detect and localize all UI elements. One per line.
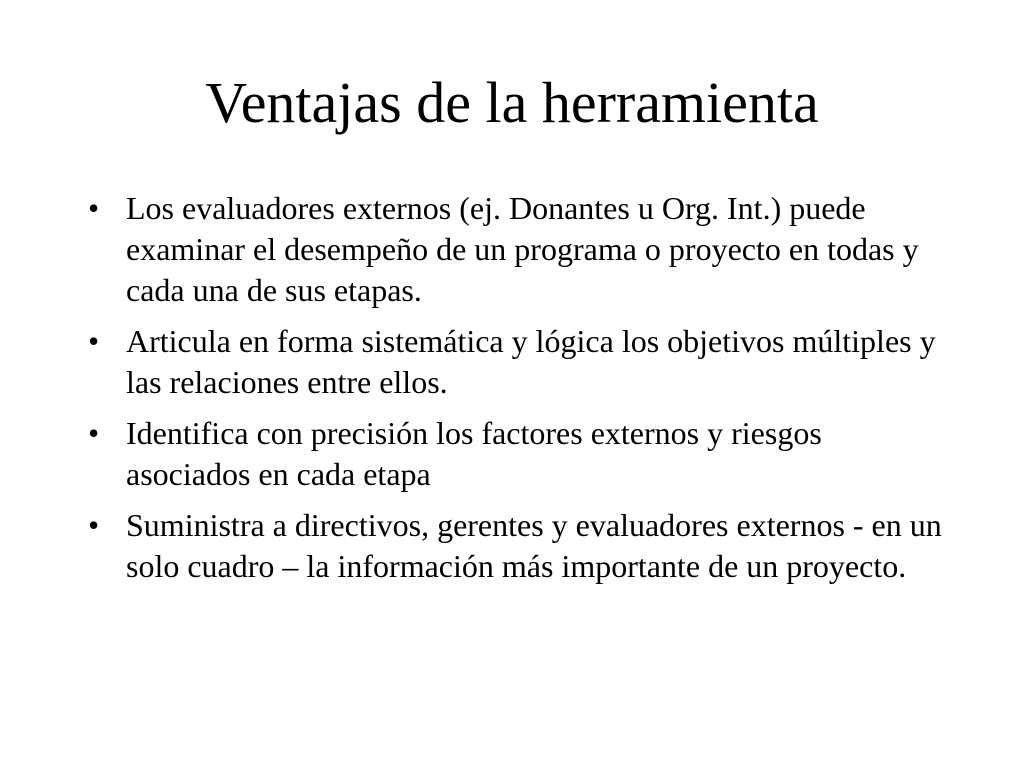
bullet-text: Articula en forma sistemática y lógica los objetivos múltiples y las relaciones entre ellos. [126, 323, 936, 400]
bullet-icon: • [88, 190, 100, 226]
bullet-text: Suministra a directivos, gerentes y evaluadores externos - en un solo cuadro – la información más importante de un proyecto. [126, 507, 942, 584]
bullet-item-3 [88, 413, 948, 495]
bullet-text: Identifica con precisión los factores externos y riesgos asociados en cada etapa [126, 415, 822, 492]
bullet-icon: • [88, 415, 100, 451]
slide-title: Ventajas de la herramienta [205, 70, 819, 135]
bullet-list [88, 188, 948, 597]
bullet-item-1 [88, 188, 948, 311]
bullet-icon: • [88, 507, 100, 543]
bullet-item-2 [88, 321, 948, 403]
bullet-text: Los evaluadores externos (ej. Donantes u Org. Int.) puede examinar el desempeño de un programa o proyecto en todas y cada una de sus etapas. [126, 190, 919, 308]
bullet-icon: • [88, 323, 100, 359]
bullet-item-4 [88, 505, 948, 587]
